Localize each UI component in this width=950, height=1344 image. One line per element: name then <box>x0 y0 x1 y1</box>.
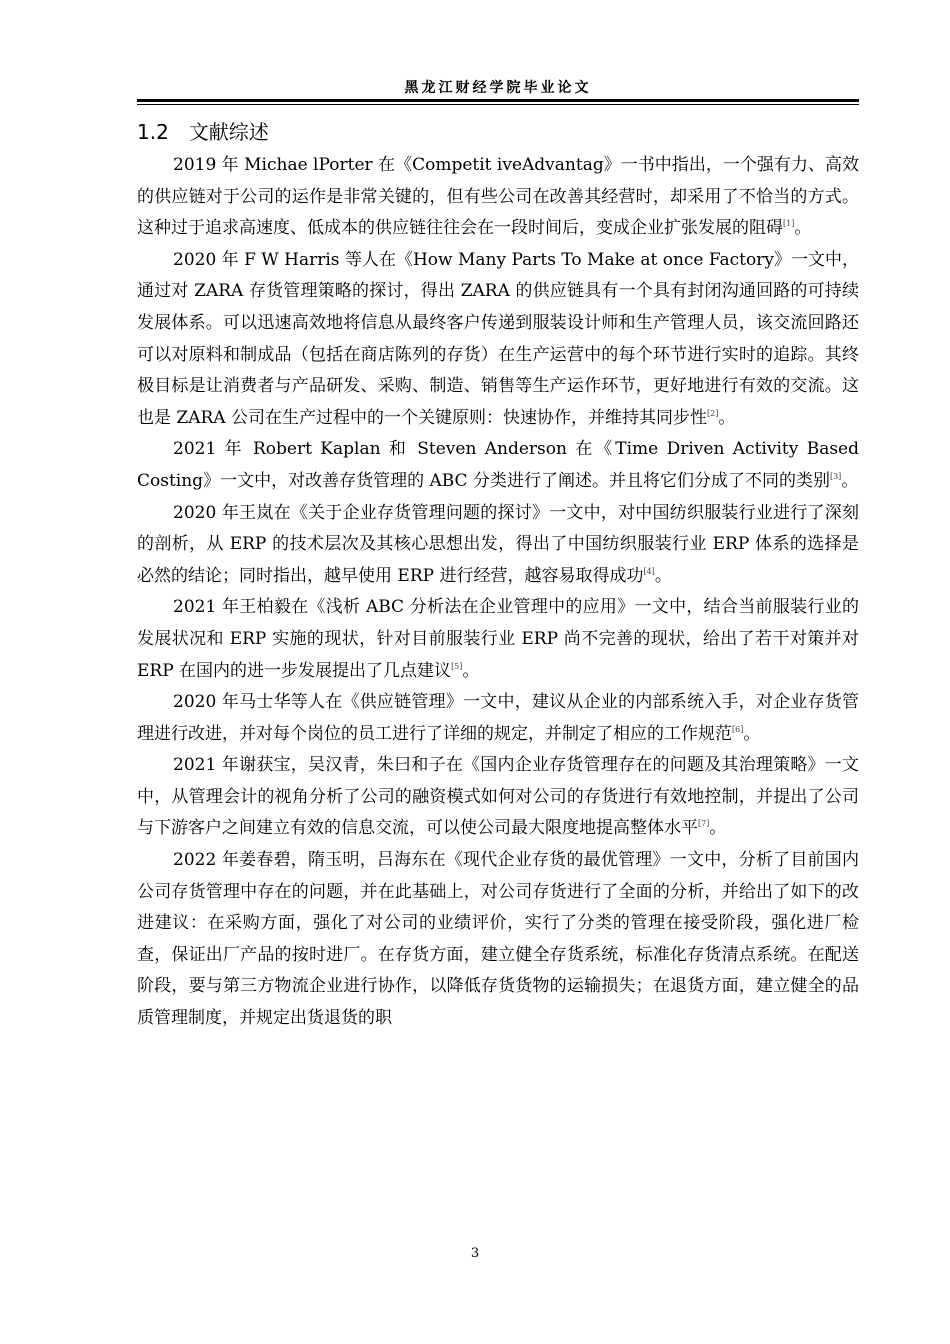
paragraph-tail: 。 <box>841 470 859 491</box>
paragraph-tail: 。 <box>462 660 480 681</box>
page-number: 3 <box>470 1246 480 1261</box>
paragraph <box>137 150 859 245</box>
paragraph-text: 2021 年王柏毅在《浅析 ABC 分析法在企业管理中的应用》一文中，结合当前服装行业的发展状况和 ERP 实施的现状，针对目前服装行业 ERP 尚不完善的现状，给出了若干对策并对 ERP 在国内的进一步发展提出了几点建议 <box>137 597 859 681</box>
header-rule-thin <box>137 104 859 105</box>
header-rule-thick <box>137 99 859 102</box>
paragraph-text: 2020 年王岚在《关于企业存货管理问题的探讨》一文中，对中国纺织服装行业进行了深刻的剖析，从 ERP 的技术层次及其核心思想出发，得出了中国纺织服装行业 ERP 体系的选择是必然的结论；同时指出，越早使用 ERP 进行经营，越容易取得成功 <box>137 502 859 586</box>
section-title: 文献综述 <box>188 120 269 144</box>
paragraph <box>137 245 859 435</box>
paragraph-tail: 。 <box>794 218 812 239</box>
citation-ref: [7] <box>698 819 710 829</box>
paragraph-tail: 。 <box>709 818 727 839</box>
paragraph-tail: 。 <box>654 565 672 586</box>
section-number: 1.2 <box>137 120 169 144</box>
paragraph <box>137 750 859 845</box>
citation-ref: [6] <box>732 724 744 734</box>
paragraph <box>137 687 859 750</box>
paragraph <box>137 592 859 687</box>
paragraph-tail: 。 <box>743 723 761 744</box>
paragraph-text: 2020 年 F W Harris 等人在《How Many Parts To Make at once Factory》一文中，通过对 ZARA 存货管理策略的探讨，得出 ZARA 的供应链具有一个具有封闭沟通回路的可持续发展体系。可以迅速高效地将信息从最终客户传递到服装设计师和生产管理人员，该交流回路还可以对原料和制成品（包括在商店陈列的存货）在生产运营中的每个环节进行实时的追踪。其终极目标是让消费者与产品研发、采购、制造、销售等生产运作环节，更好地进行有效的交流。这也是 ZARA 公司在生产过程中的一个关键原则：快速协作，并维持其同步性 <box>137 249 859 428</box>
citation-ref: [4] <box>643 566 655 576</box>
citation-ref: [3] <box>829 471 842 481</box>
citation-ref: [2] <box>706 408 719 418</box>
paragraph-text: 2020 年马士华等人在《供应链管理》一文中，建议从企业的内部系统入手，对企业存货管理进行改进，并对每个岗位的员工进行了详细的规定，并制定了相应的工作规范 <box>137 692 859 744</box>
citation-ref: [1] <box>783 219 795 229</box>
paragraph-text: 2021 年谢获宝，吴汉青，朱曰和子在《国内企业存货管理存在的问题及其治理策略》一文中，从管理会计的视角分析了公司的融资模式如何对公司的存货进行有效地控制，并提出了公司与下游客户之间建立有效的信息交流，可以使公司最大限度地提高整体水平 <box>137 755 859 839</box>
paragraph <box>137 845 859 1035</box>
body-text <box>137 150 859 1035</box>
paragraph-text: 2019 年 Michae lPorter 在《Competit iveAdvantag》一书中指出，一个强有力、高效的供应链对于公司的运作是非常关键的，但有些公司在改善其经营时，却采用了不恰当的方式。这种过于追求高速度、低成本的供应链往往会在一段时间后，变成企业扩张发展的阻碍 <box>137 155 859 239</box>
paragraph-tail: 。 <box>718 407 736 428</box>
running-header: 黑龙江财经学院毕业论文 <box>404 80 592 96</box>
citation-ref: [5] <box>451 661 463 671</box>
paragraph-text: 2021 年 Robert Kaplan 和 Steven Anderson 在《Time Driven Activity Based Costing》一文中，对改善存货管理的 ABC 分类进行了阐述。并且将它们分成了不同的类别 <box>137 439 859 491</box>
paragraph <box>137 434 859 497</box>
paragraph <box>137 498 859 593</box>
section-heading <box>137 118 269 146</box>
paragraph-text: 2022 年姜春碧，隋玉明，吕海东在《现代企业存货的最优管理》一文中，分析了目前国内公司存货管理中存在的问题，并在此基础上，对公司存货进行了全面的分析，并给出了如下的改进建议：在采购方面，强化了对公司的业绩评价，实行了分类的管理在接受阶段，强化进厂检查，保证出厂产品的按时进厂。在存货方面，建立健全存货系统，标准化存货清点系统。在配送阶段，要与第三方物流企业进行协作，以降低存货货物的运输损失；在退货方面，建立健全的品质管理制度，并规定出货退货的职 <box>137 850 859 1029</box>
